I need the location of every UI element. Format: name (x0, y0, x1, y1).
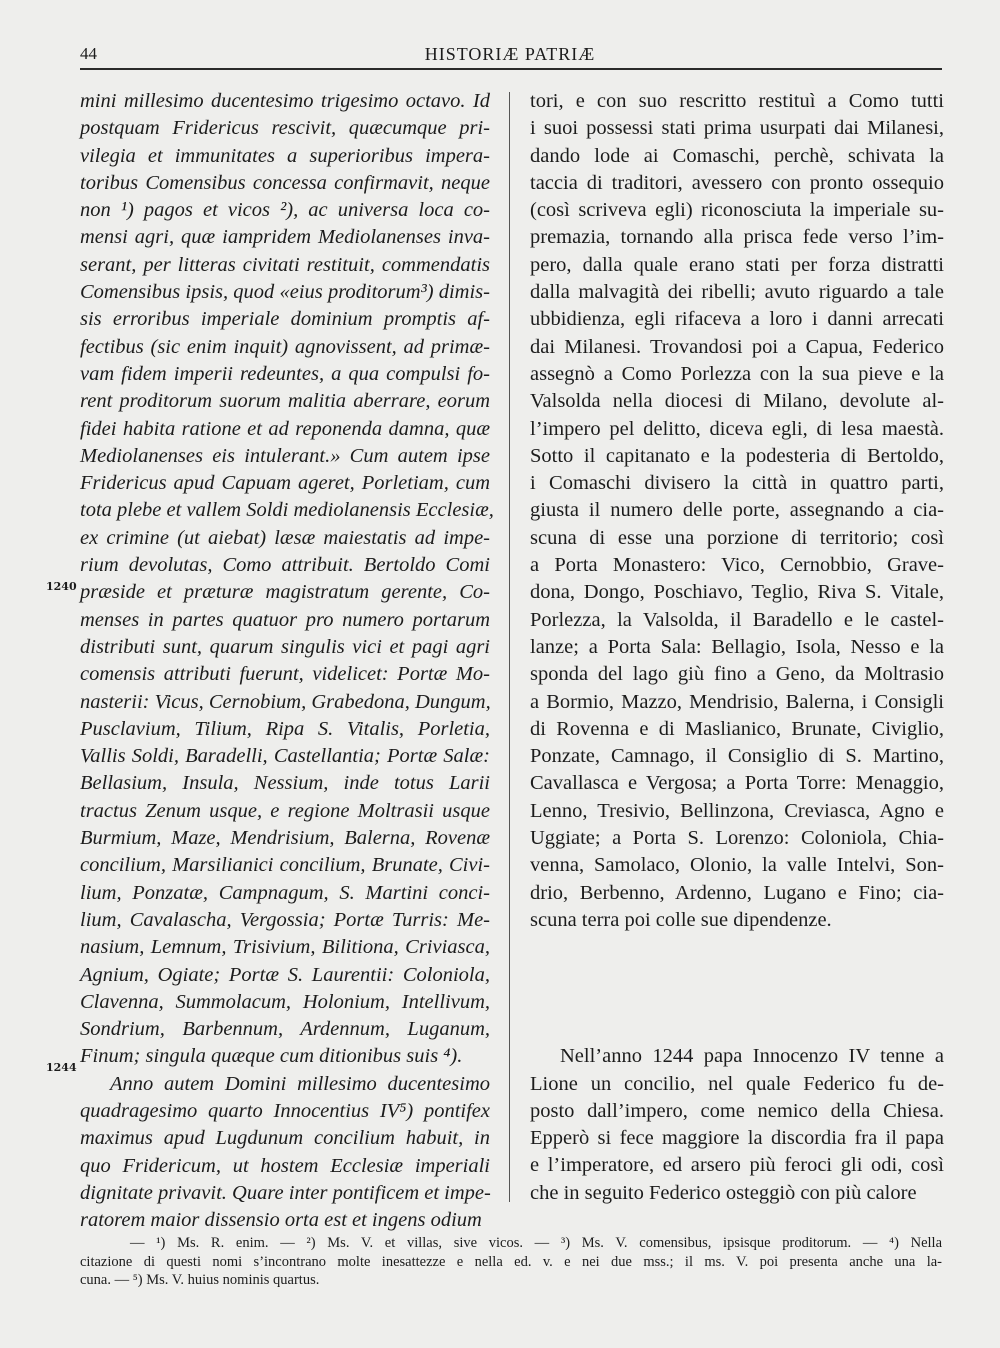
text-line: Bellasium, Insula, Nessium, inde totus Larii (80, 772, 490, 795)
margin-year-1240: 1240 (46, 580, 77, 593)
text-line: sis erroribus imperiale dominium promptis af- (80, 308, 490, 331)
text-line: tori, e con suo rescritto restituì a Como tutti (530, 90, 944, 112)
text-line: i Comaschi divisero la città in quattro parti, (530, 472, 944, 495)
text-line: posto dall’impero, come nemico della Chiesa. (530, 1099, 944, 1122)
text-line: postquam Fridericus rescivit, quæcumque pri- (80, 117, 490, 140)
header-rule (80, 68, 942, 70)
text-line: giusta il numero delle porte, assegnando a cia- (530, 499, 944, 522)
text-line: rium devolutas, Como attribuit. Bertoldo Comi (80, 554, 490, 577)
text-line: di Rovenna e di Maslianico, Brunate, Civiglio, (530, 717, 944, 740)
text-line: ex crimine (ut aiebat) læsæ maiestatis ad impe- (80, 526, 490, 549)
text-line: Finum; singula quæque cum ditionibus suis ⁴). (80, 1045, 463, 1068)
text-line: dona, Dongo, Poschiavo, Teglio, Riva S. Vitale, (530, 581, 944, 604)
text-line: comensis attributi fuerunt, videlicet: Portæ Mo- (80, 663, 490, 686)
text-line: Valsolda nella diocesi di Milano, devolute al- (530, 390, 944, 413)
text-line: lium, Cavalascha, Vergossia; Portæ Turris: Me- (80, 908, 490, 931)
text-line: a Bormio, Mazzo, Mendrisio, Balerna, i Consigli (530, 690, 944, 713)
text-line: quo Fridericum, ut hostem Ecclesiæ imperiali (80, 1154, 490, 1177)
text-line: tractus Zenum usque, e regione Moltrasii usque (80, 799, 490, 822)
text-line: assegnò a Como Porlezza con la sua pieve e la (530, 362, 944, 385)
text-line: mensi agri, quæ iampridem Mediolanenses inva- (80, 226, 490, 249)
text-line: premazia, tornando alla prisca fede verso l’im- (530, 226, 944, 249)
text-line: quadragesimo quarto Innocentius IV⁵) pontifex (80, 1099, 490, 1122)
text-line: ratorem maior dissensio orta est et ingens odium (80, 1209, 482, 1232)
italian-text-column (530, 88, 944, 1207)
text-line: venna, Samolaco, Olonio, la valle Intelvi, Son- (530, 854, 944, 877)
column-gap (530, 934, 944, 1043)
text-line: Sotto il capitanato e la podesteria di Bertoldo, (530, 444, 944, 467)
text-line: Lione un concilio, nel quale Federico fu de- (530, 1072, 944, 1095)
text-line: Agnium, Ogiate; Portæ S. Laurentii: Coloniola, (80, 963, 490, 986)
text-line: a Porta Monastero: Vico, Cernobbio, Grave- (530, 554, 944, 577)
text-line: maximus apud Lugdunum concilium habuit, in (80, 1127, 490, 1150)
text-line: drio, Berbenno, Ardenno, Lugano e Fino; cia- (530, 881, 944, 904)
text-line: nasterii: Vicus, Cernobium, Grabedona, Dungum, (80, 690, 491, 713)
text-line: scuna di esse una porzione di territorio; così (530, 526, 944, 549)
text-line: serant, per litteras civitati restituit, commendatis (80, 253, 490, 276)
text-line: Comensibus ipsis, quod «eius proditorum³) dimis- (80, 281, 490, 304)
text-line: sponda del lago giù fino a Geno, da Moltrasio (530, 663, 944, 686)
text-line: tota plebe et vallem Soldi mediolanensis Ecclesiæ, (80, 499, 494, 522)
text-line: lium, Ponzatæ, Campnagum, S. Martini conci- (80, 881, 490, 904)
text-line: concilium, Marsilianici concilium, Brunate, Civi- (80, 854, 490, 877)
running-title: HISTORIÆ PATRIÆ (424, 44, 596, 64)
text-line: Mediolanenses eis intulerant.» Cum autem ipse (80, 444, 490, 467)
text-line: scuna terra poi colle sue dipendenze. (530, 908, 832, 931)
text-line: e l’imperatore, ed arsero più feroci gli odi, così (530, 1154, 944, 1177)
text-line: distributi sunt, quarum singulis vici et pagi agri (80, 635, 490, 658)
text-line: Porlezza, la Valsolda, il Baradello e le castel- (530, 608, 944, 631)
text-line: rent proditorum suorum malitia aberrare, eorum (80, 390, 490, 413)
text-line: lanze; a Porta Sala: Bellagio, Isola, Nesso e la (530, 635, 944, 658)
text-line: Pusclavium, Tilium, Ripa S. Vitalis, Porletia, (80, 717, 490, 740)
text-line: — ¹) Ms. R. enim. — ²) Ms. V. et villas, sive vicos. — ³) Ms. V. comensibus, ipsisque proditorum. — ⁴) Nella (130, 1235, 942, 1251)
text-line: dando lode ai Comaschi, perchè, schivata la (530, 144, 944, 167)
text-line: vam fidem imperii redeuntes, a qua compulsi fo- (80, 362, 490, 385)
text-line: pero, dalla quale erano stati per forza distratti (530, 253, 944, 276)
running-header (80, 38, 940, 72)
text-line: fectibus (sic enim inquit) agnovissent, ad primæ- (80, 335, 490, 358)
text-line: Lenno, Tresivio, Bellinzona, Creviasca, Agno e (530, 799, 944, 822)
text-line: (così scriveva egli) riconosciuta la imperiale su- (530, 199, 944, 222)
text-line: che in seguito Federico osteggiò con più calore (530, 1181, 917, 1204)
text-line: dignitate privavit. Quare inter pontificem et impe- (80, 1181, 491, 1204)
text-line: taccia di traditori, avessero con pronto ossequio (530, 171, 944, 194)
footnotes (80, 1234, 942, 1290)
text-line: Epperò si fece maggiore la discordia fra il papa (530, 1127, 944, 1150)
text-line: Cavallasca e Vergosa; a Porta Torre: Menaggio, (530, 772, 944, 795)
text-line: non ¹) pagos et vicos ²), ac universa loca co- (80, 199, 490, 222)
text-line: Vallis Soldi, Baradelli, Castellantia; Portæ Salæ: (80, 745, 490, 768)
text-line: Clavenna, Summolacum, Holonium, Intellivum, (80, 990, 490, 1013)
text-line: præside et præturæ magistratum gerente, Co- (80, 581, 490, 604)
text-line: Burmium, Maze, Mendrisium, Balerna, Rovenæ (80, 827, 490, 850)
text-line: ubbidienza, egli rifaceva a loro i danni arrecati (530, 308, 944, 331)
text-line: toribus Comensibus concessa confirmavit, neque (80, 171, 490, 194)
latin-text-column (80, 88, 494, 1234)
text-line: menses in partes quatuor pro numero portarum (80, 608, 490, 631)
margin-year-1244: 1244 (46, 1061, 77, 1074)
text-line: i suoi possessi stati prima usurpati dai Milanesi, (530, 117, 944, 140)
page-number: 44 (80, 44, 97, 63)
text-line: nasium, Lemnum, Trisivium, Bilitiona, Criviasca, (80, 936, 490, 959)
text-line: dai Milanesi. Trovandosi poi a Capua, Federico (530, 335, 944, 358)
text-line: vilegia et immunitates a superioribus impera- (80, 144, 490, 167)
text-line: mini millesimo ducentesimo trigesimo octavo. Id (80, 90, 490, 112)
text-line: Ponzate, Camnago, il Consiglio di S. Martino, (530, 745, 944, 768)
italian-paragraph-2 (530, 1043, 944, 1207)
text-line: Sondrium, Barbennum, Ardennum, Luganum, (80, 1018, 490, 1041)
text-line: dalla malvagità dei ribelli; avuto riguardo a tale (530, 281, 944, 304)
text-line: citazione di questi nomi s’incontrano molte inesattezze e nella ed. v. e nei due mss.; il ms. V. poi presenta anche una la- (80, 1253, 942, 1270)
text-line: l’impero pel delitto, diceva egli, di lesa maestà. (530, 417, 944, 440)
text-line: cuna. — ⁵) Ms. V. huius nominis quartus. (80, 1272, 320, 1289)
text-line: Nell’anno 1244 papa Innocenzo IV tenne a (560, 1045, 944, 1068)
text-line: Uggiate; a Porta S. Lorenzo: Coloniola, Chia- (530, 827, 944, 850)
text-line: fidei habita ratione et ad reponenda damna, quæ (80, 417, 490, 440)
column-divider (509, 92, 510, 1202)
text-line: Fridericus apud Capuam ageret, Porletiam, cum (80, 472, 490, 495)
italian-paragraph-1 (530, 88, 944, 934)
text-line: Anno autem Domini millesimo ducentesimo (110, 1072, 490, 1095)
